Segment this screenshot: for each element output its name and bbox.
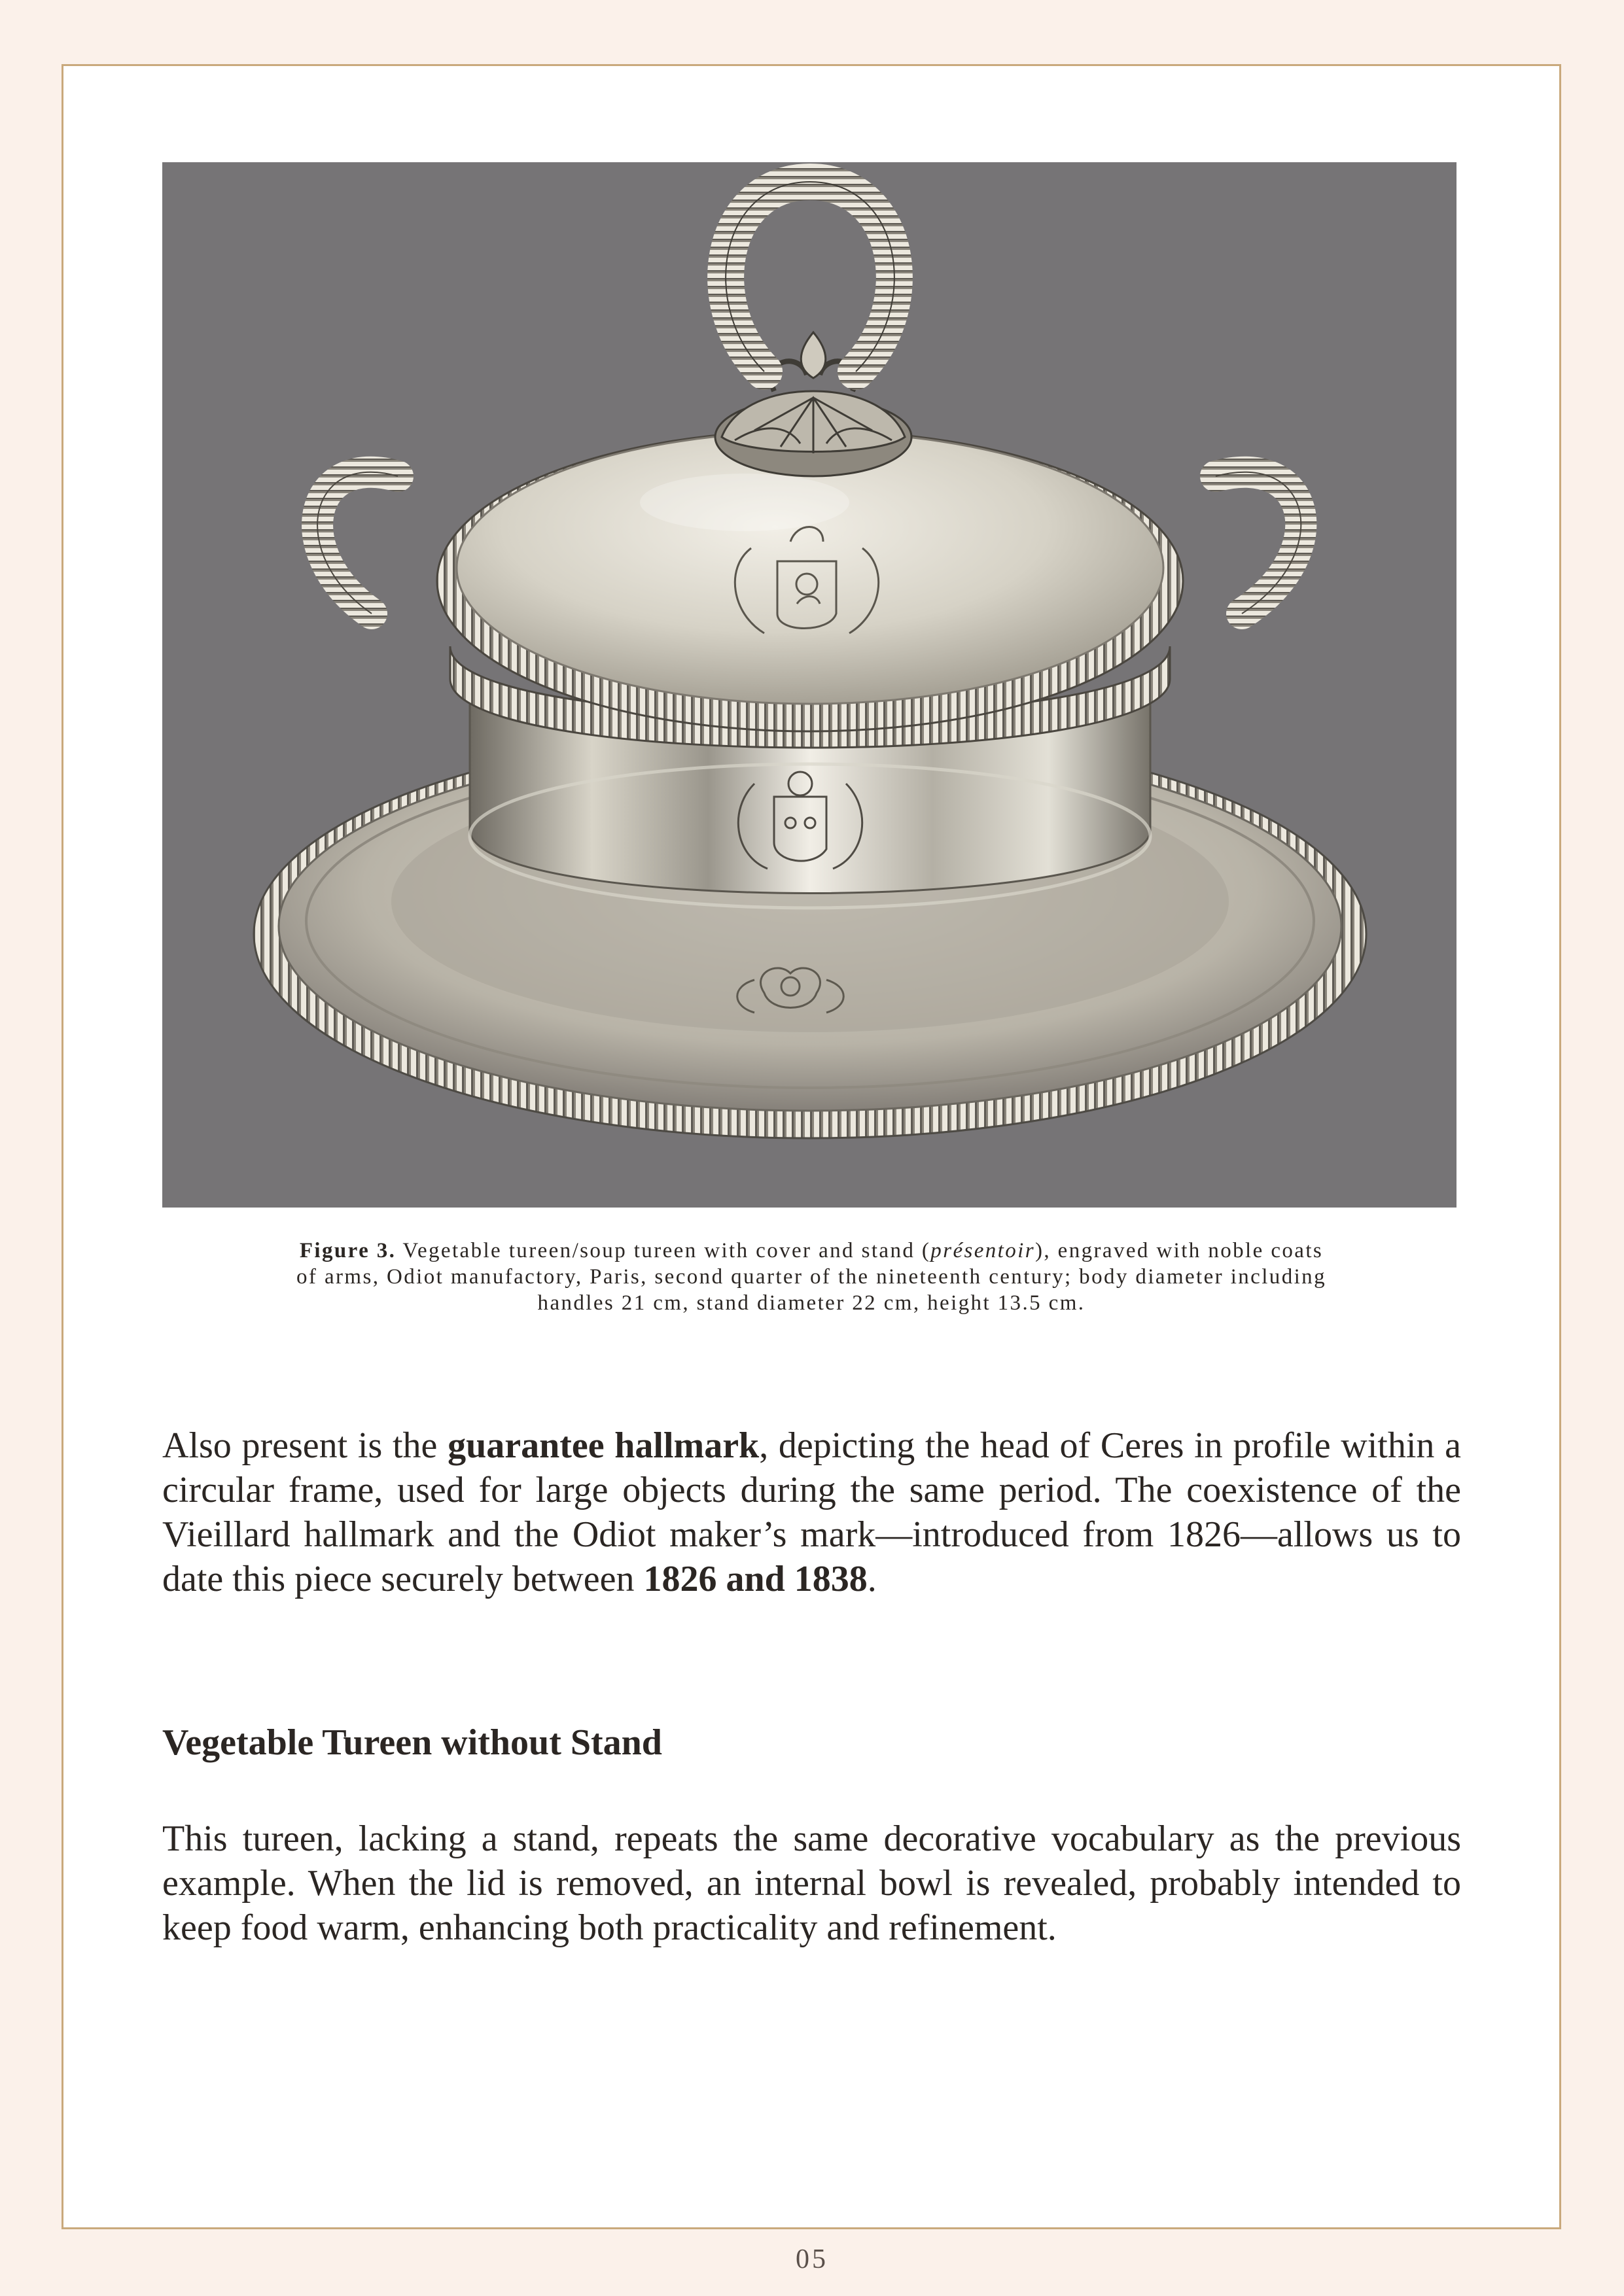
date-range-term: 1826 and 1838 [643,1559,868,1599]
figure-label: Figure 3. [299,1239,397,1262]
caption-italic-term: présentoir [930,1239,1035,1262]
caption-lead: Vegetable tureen/soup tureen with cover and stand ( [396,1239,931,1262]
caption-tail: ), engraved with noble coats of arms, Odiot manufactory, Paris, second quarter of the nineteenth century; body diameter including handles 21 cm, stand diameter 22 cm, height 13.5 cm. [296,1239,1326,1315]
paragraph-text: Also present is the [162,1425,448,1466]
paragraph-text: , depicting the head of Ceres in profile within a circular frame, used for large objects during the same period. The coexistence of the Vieillard hallmark and the Odiot maker’s mark—introduced from 1826—allows us to date this piece securely between [162,1425,1461,1599]
body-paragraph-hallmark [162,1423,1461,1601]
paragraph-text: . [867,1559,877,1599]
body-paragraph-tureen: This tureen, lacking a stand, repeats the same decorative vocabulary as the previous example. When the lid is removed, an internal bowl is revealed, probably intended to keep food warm, enhancing both practicality and refinement. [162,1818,1461,1948]
guarantee-hallmark-term: guarantee hallmark [448,1425,760,1466]
tureen-photo [162,162,1456,1208]
figure-caption [288,1238,1335,1316]
tureen-illustration [162,162,1456,1208]
section-heading: Vegetable Tureen without Stand [162,1722,662,1763]
page-number: 05 [796,2244,828,2274]
